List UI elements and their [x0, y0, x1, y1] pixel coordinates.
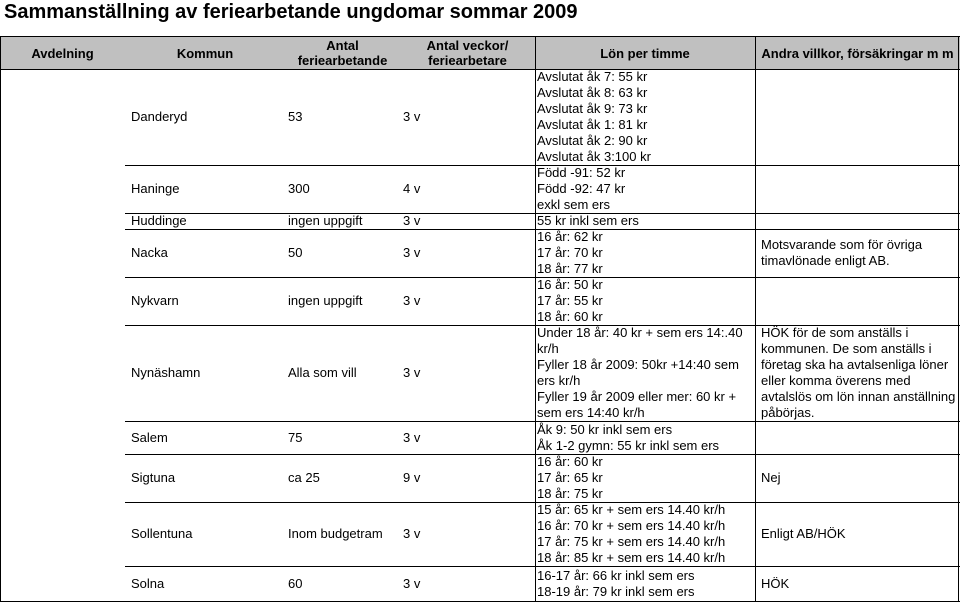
lon-line: Avslutat åk 1: 81 kr [537, 117, 648, 132]
villkor-line: Enligt AB/HÖK [761, 526, 846, 541]
lon-line: exkl sem ers [537, 197, 610, 212]
veckor-cell: 3 v [403, 429, 421, 445]
grid-vline [958, 36, 959, 602]
lon-line: 17 år: 70 kr [537, 245, 603, 260]
header-villkor: Andra villkor, försäkringar m m [761, 45, 954, 61]
lon-line: 16 år: 62 kr [537, 229, 603, 244]
veckor-cell: 9 v [403, 470, 421, 485]
header-lon: Lön per timme [600, 45, 690, 61]
header-veckor: Antal veckor/ feriearbetare [426, 38, 509, 68]
antal-cell: 53 [288, 108, 303, 124]
villkor-line: företag ska ha avtalsenliga löner [761, 357, 949, 372]
antal-cell: ca 25 [288, 470, 320, 485]
header-kommun: Kommun [176, 45, 234, 61]
lon-line: 18 år: 75 kr [537, 486, 603, 501]
lon-line: 16-17 år: 66 kr inkl sem ers [537, 568, 695, 583]
lon-line: Under 18 år: 40 kr + sem ers 14:.40 [537, 325, 743, 340]
lon-line: Avslutat åk 8: 63 kr [537, 85, 648, 100]
veckor-cell: 3 v [403, 576, 421, 591]
lon-line: Avslutat åk 3:100 kr [537, 149, 651, 164]
lon-line: Född -91: 52 kr [537, 165, 626, 180]
lon-line: sem ers 14:40 kr/h [537, 405, 645, 420]
villkor-line: HÖK [761, 576, 790, 591]
lon-line: 18 år: 60 kr [537, 309, 603, 324]
veckor-cell: 3 v [403, 108, 421, 124]
lon-line: Fyller 19 år 2009 eller mer: 60 kr + [537, 389, 737, 404]
villkor-line: Nej [761, 470, 781, 485]
antal-cell: 75 [288, 429, 303, 445]
lon-line: 18 år: 85 kr + sem ers 14.40 kr/h [537, 550, 726, 565]
antal-cell: 60 [288, 576, 303, 591]
antal-cell: 50 [288, 245, 303, 260]
lon-line: 17 år: 75 kr + sem ers 14.40 kr/h [537, 534, 726, 549]
lon-line: Född -92: 47 kr [537, 181, 626, 196]
lon-line: 17 år: 55 kr [537, 293, 603, 308]
lon-line: Åk 9: 50 kr inkl sem ers [537, 422, 673, 437]
villkor-line: eller komma överens med [761, 373, 911, 388]
lon-line: 55 kr inkl sem ers [537, 213, 639, 228]
antal-cell: 300 [288, 181, 310, 196]
antal-cell: ingen uppgift [288, 213, 363, 228]
lon-line: Avslutat åk 2: 90 kr [537, 133, 648, 148]
antal-cell: Alla som vill [288, 365, 357, 380]
kommun-cell: Danderyd [131, 108, 188, 124]
veckor-cell: 3 v [403, 293, 421, 308]
lon-line: 15 år: 65 kr + sem ers 14.40 kr/h [537, 502, 726, 517]
lon-line: 16 år: 50 kr [537, 277, 603, 292]
grid-vline [535, 36, 536, 602]
antal-cell: ingen uppgift [288, 293, 363, 308]
antal-cell: Inom budgetram [288, 526, 383, 541]
veckor-cell: 3 v [403, 245, 421, 260]
grid-vline [755, 36, 756, 602]
lon-line: 17 år: 65 kr [537, 470, 603, 485]
villkor-line: kommunen. De som anställs i [761, 341, 932, 356]
kommun-cell: Salem [131, 429, 168, 445]
header-avdelning: Avdelning [31, 45, 94, 61]
lon-line: Avslutat åk 7: 55 kr [537, 69, 648, 84]
kommun-cell: Nacka [131, 245, 168, 260]
grid-vline [0, 36, 1, 602]
lon-line: 16 år: 70 kr + sem ers 14.40 kr/h [537, 518, 726, 533]
lon-line: Åk 1-2 gymn: 55 kr inkl sem ers [537, 438, 720, 453]
row-divider [125, 566, 960, 567]
kommun-cell: Nynäshamn [131, 365, 201, 380]
lon-line: 18-19 år: 79 kr inkl sem ers [537, 584, 695, 599]
veckor-cell: 4 v [403, 181, 421, 196]
kommun-cell: Huddinge [131, 213, 187, 228]
lon-line: kr/h [537, 341, 559, 356]
kommun-cell: Haninge [131, 181, 180, 196]
villkor-line: avtalslös om lön innan anställning [761, 389, 956, 404]
veckor-cell: 3 v [403, 213, 421, 228]
veckor-cell: 3 v [403, 526, 421, 541]
villkor-line: HÖK för de som anställs i [761, 325, 909, 340]
villkor-line: påbörjas. [761, 405, 815, 420]
veckor-cell: 3 v [403, 365, 421, 380]
lon-line: 18 år: 77 kr [537, 261, 603, 276]
kommun-cell: Solna [131, 576, 165, 591]
lon-line: 16 år: 60 kr [537, 454, 603, 469]
page-title: Sammanställning av feriearbetande ungdomar sommar 2009 [4, 1, 578, 23]
table-header [0, 36, 960, 70]
lon-line: Avslutat åk 9: 73 kr [537, 101, 648, 116]
villkor-line: Motsvarande som för övriga [761, 237, 923, 252]
kommun-cell: Nykvarn [131, 293, 179, 308]
kommun-cell: Sollentuna [131, 526, 193, 541]
kommun-cell: Sigtuna [131, 470, 176, 485]
lon-line: ers kr/h [537, 373, 581, 388]
header-antal: Antal feriearbetande [297, 38, 388, 68]
lon-line: Fyller 18 år 2009: 50kr +14:40 sem [537, 357, 739, 372]
villkor-line: timavlönade enligt AB. [761, 253, 890, 268]
